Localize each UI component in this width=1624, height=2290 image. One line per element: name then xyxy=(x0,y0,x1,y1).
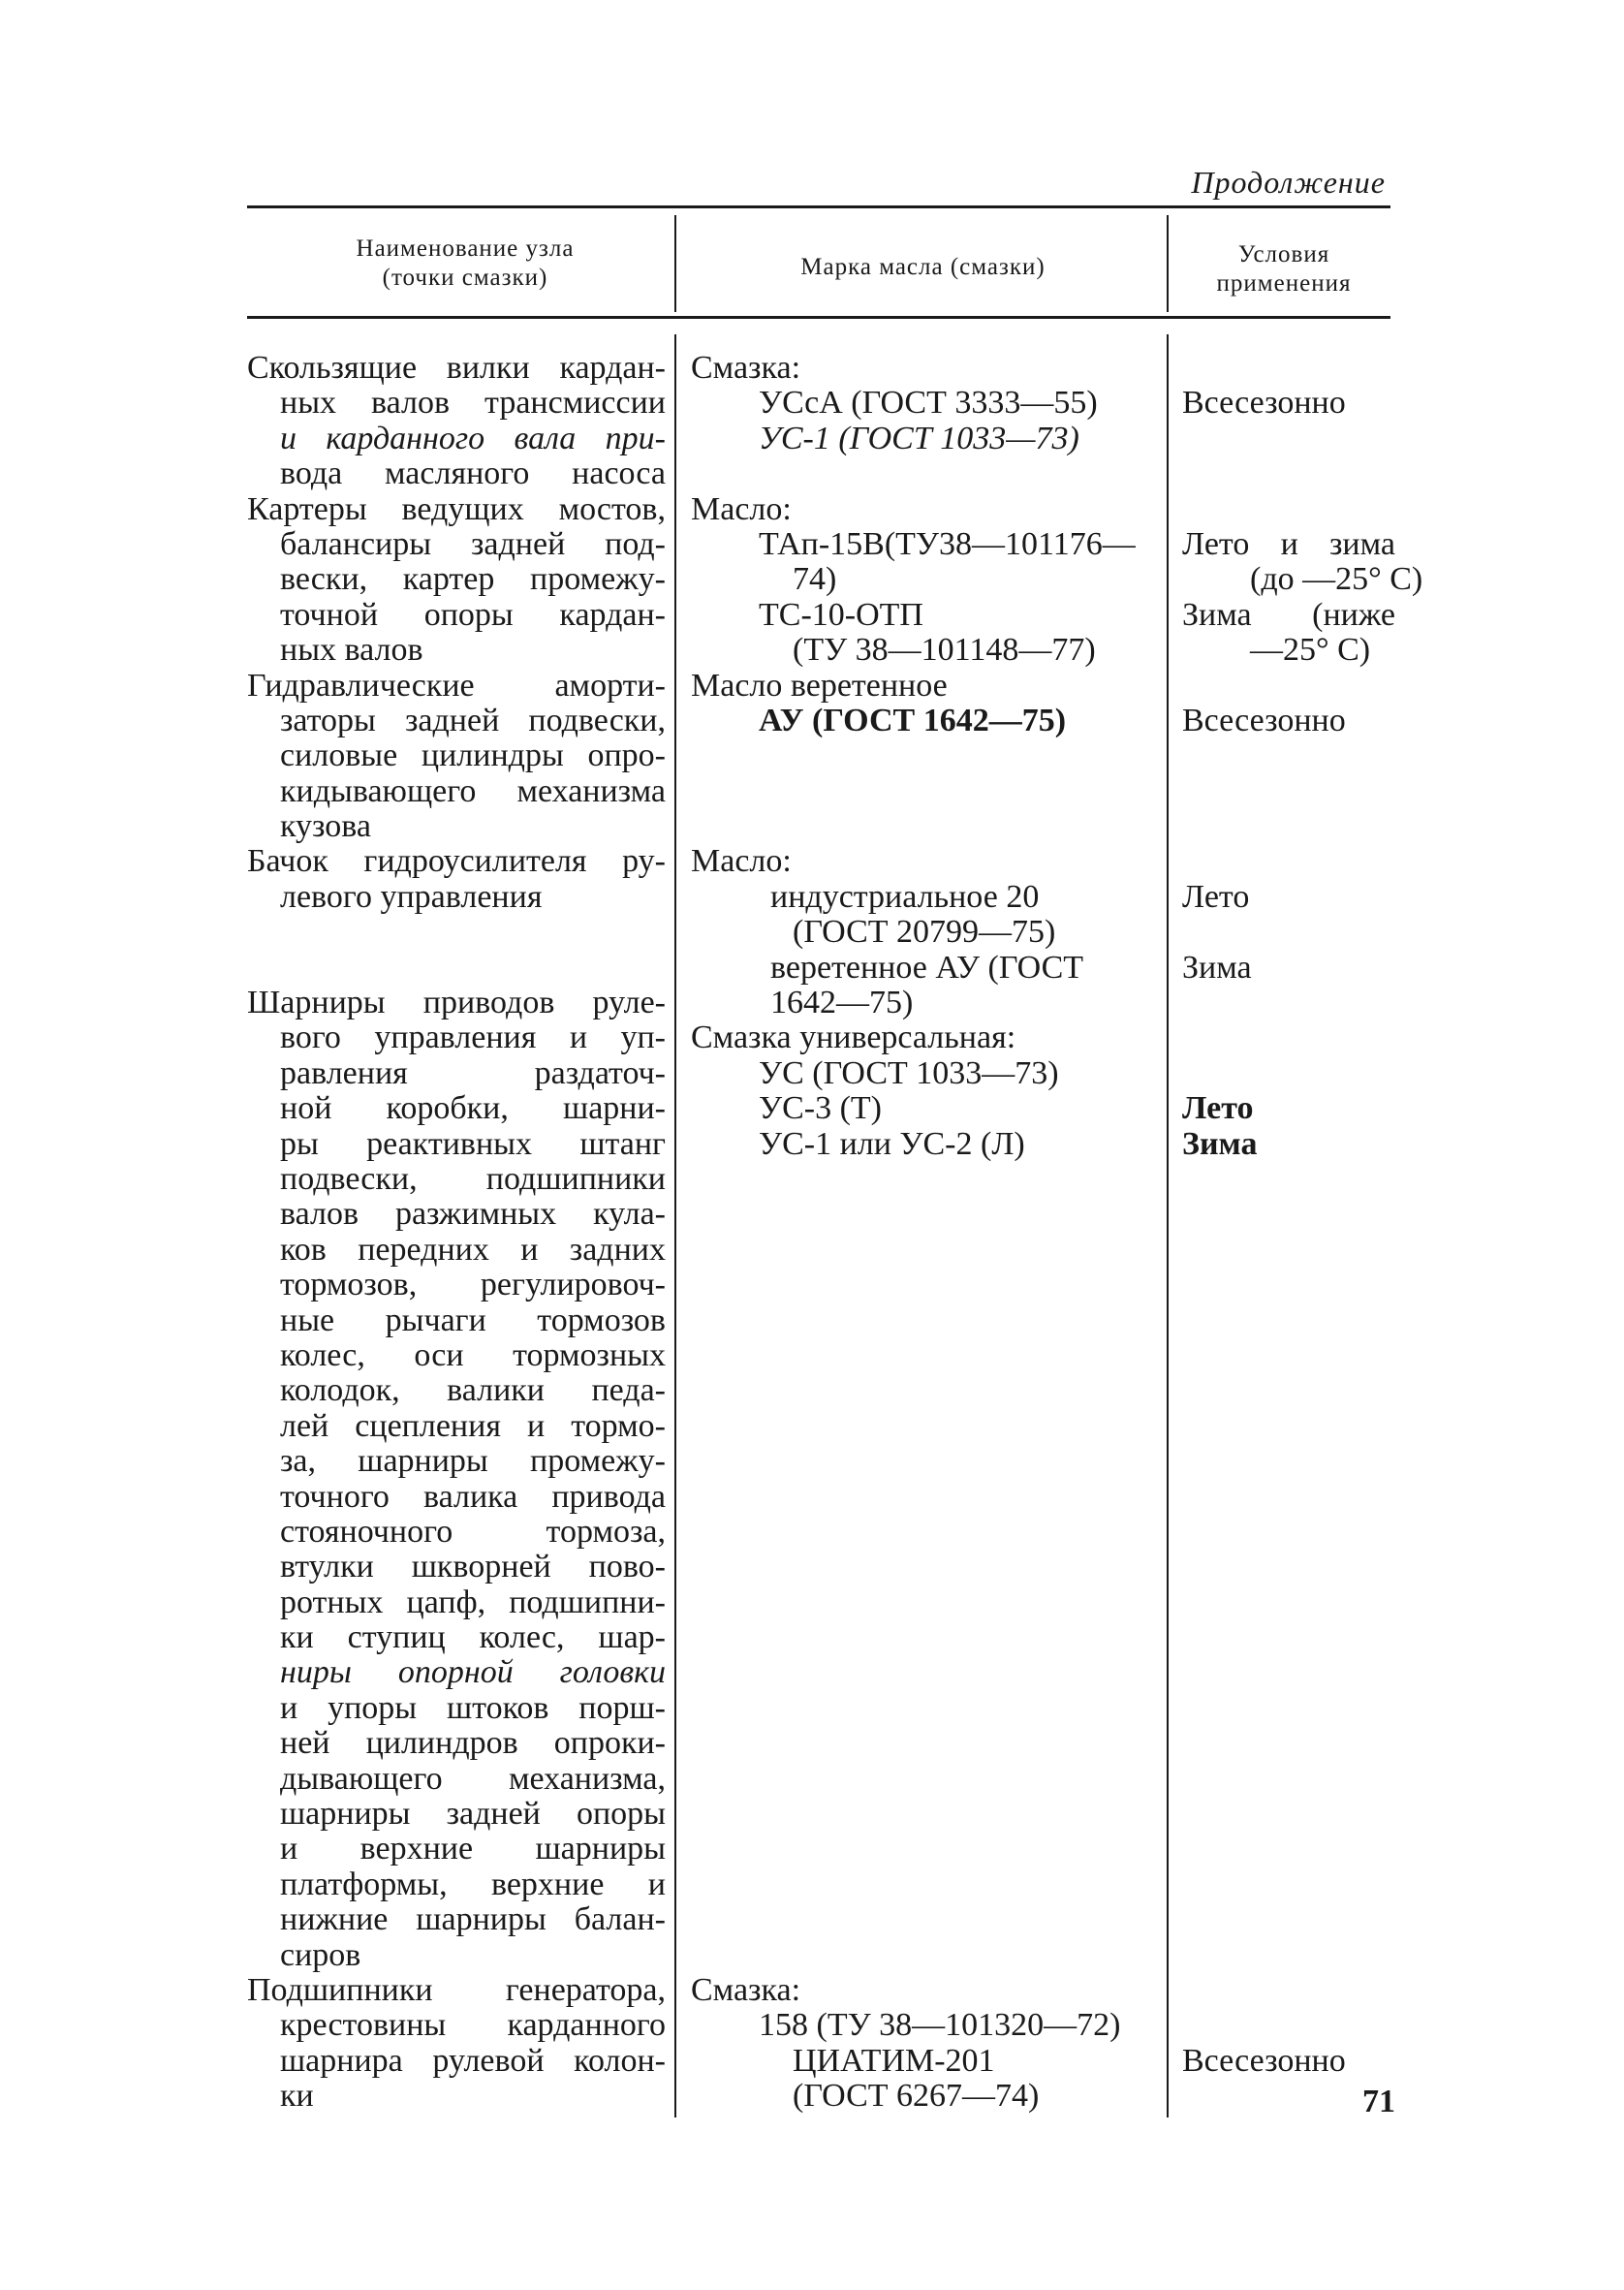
oil-brand-line: УС-1 (ГОСТ 1033—73) xyxy=(759,420,1079,456)
header-col2-line1: Марка масла (смазки) xyxy=(800,254,1046,280)
condition-line: Всесезонно xyxy=(1182,2042,1346,2079)
oil-brand-line: 158 (ТУ 38—101320—72) xyxy=(759,2007,1121,2044)
oil-brand-line xyxy=(691,1938,1156,1973)
oil-brand-line: Смазка: xyxy=(691,1971,801,2008)
oil-brand-line: Масло: xyxy=(691,843,792,880)
condition-line xyxy=(1182,986,1395,1020)
condition-line xyxy=(1182,915,1395,950)
unit-name-line: кузова xyxy=(280,808,371,845)
header-divider-2 xyxy=(1167,215,1169,312)
unit-name-line: заторы задней подвески, xyxy=(280,703,666,738)
unit-name-line: стояночного тормоза, xyxy=(280,1514,666,1550)
column-unit-names xyxy=(247,351,666,2115)
condition-line xyxy=(1182,1620,1395,1655)
condition-line xyxy=(1182,1515,1395,1550)
column-oil-brands xyxy=(691,351,1156,2115)
condition-line xyxy=(1182,1832,1395,1867)
condition-line xyxy=(1182,1550,1395,1584)
condition-line xyxy=(1182,1303,1395,1338)
unit-name-line: ниры опорной головки xyxy=(280,1655,666,1691)
oil-brand-line xyxy=(691,1409,1156,1444)
header-col1 xyxy=(262,235,669,293)
header-col1-line2: (точки смазки) xyxy=(382,265,548,291)
unit-name-line: ной коробки, шарни- xyxy=(280,1091,666,1127)
condition-line: Лето xyxy=(1182,878,1250,915)
oil-brand-line xyxy=(691,1832,1156,1867)
oil-brand-line xyxy=(691,774,1156,809)
unit-name-line: шарнира рулевой колон- xyxy=(280,2043,666,2079)
header-col3-line1: Условия xyxy=(1237,241,1330,267)
condition-line xyxy=(1182,1655,1395,1690)
condition-line xyxy=(1182,1938,1395,1973)
oil-brand-line: УС-3 (Т) xyxy=(759,1090,882,1127)
condition-line xyxy=(1182,492,1395,527)
oil-brand-line: Смазка универсальная: xyxy=(691,1020,1016,1056)
table-top-rule xyxy=(247,205,1390,208)
unit-name-line: ней цилиндров опроки- xyxy=(280,1726,666,1762)
condition-line xyxy=(1182,774,1395,809)
condition-line xyxy=(1182,422,1395,456)
oil-brand-line xyxy=(691,1162,1156,1197)
unit-name-line: равления раздаточ- xyxy=(280,1055,666,1091)
oil-brand-line xyxy=(691,1762,1156,1797)
unit-name-line: сиров xyxy=(280,1936,361,1973)
unit-name-line: вого управления и уп- xyxy=(280,1020,666,1056)
unit-name-line: ные рычаги тормозов xyxy=(280,1302,666,1338)
oil-brand-line: индустриальное 20 xyxy=(770,878,1040,915)
oil-brand-line xyxy=(691,809,1156,844)
oil-brand-line: ТС-10-ОТП xyxy=(759,596,923,633)
condition-line xyxy=(1182,351,1395,386)
oil-brand-line: (ГОСТ 20799—75) xyxy=(793,914,1056,951)
unit-name-line: и упоры штоков порш- xyxy=(280,1690,666,1726)
unit-name-line: Скользящие вилки кардан- xyxy=(247,351,666,386)
condition-line xyxy=(1182,1056,1395,1091)
condition-line xyxy=(1182,1197,1395,1232)
condition-line xyxy=(1182,809,1395,844)
unit-name-line: ных валов трансмиссии xyxy=(280,386,666,422)
continuation-label: Продолжение xyxy=(1191,165,1386,200)
condition-line: (до —25° С) xyxy=(1250,561,1423,598)
oil-brand-line: (ТУ 38—101148—77) xyxy=(793,632,1096,669)
unit-name-line: тормозов, регулировоч- xyxy=(280,1268,666,1303)
unit-name-line: левого управления xyxy=(280,878,543,915)
page-number: 71 xyxy=(1362,2084,1395,2119)
unit-name-line: балансиры задней под- xyxy=(280,526,666,562)
unit-name-line: кидывающего механизма xyxy=(280,773,666,809)
column-divider-2 xyxy=(1167,334,1169,2117)
oil-brand-line: Смазка: xyxy=(691,350,801,386)
header-bottom-rule xyxy=(247,316,1390,319)
header-divider-1 xyxy=(674,215,676,312)
oil-brand-line xyxy=(691,1726,1156,1761)
column-divider-1 xyxy=(674,334,676,2117)
condition-line xyxy=(1182,1973,1395,2008)
condition-line: —25° С) xyxy=(1250,632,1371,669)
oil-brand-line xyxy=(691,1197,1156,1232)
oil-brand-line: УС-1 или УС-2 (Л) xyxy=(759,1125,1025,1162)
oil-brand-line: УС (ГОСТ 1033—73) xyxy=(759,1054,1059,1091)
condition-line xyxy=(1182,1726,1395,1761)
condition-line xyxy=(1182,1409,1395,1444)
unit-name-line: Подшипники генератора, xyxy=(247,1972,666,2008)
condition-line: Зима xyxy=(1182,949,1252,986)
oil-brand-line xyxy=(691,1867,1156,1902)
oil-brand-line xyxy=(691,1691,1156,1726)
condition-line xyxy=(1182,1480,1395,1515)
oil-brand-line xyxy=(691,1373,1156,1408)
unit-name-line: за, шарниры промежу- xyxy=(280,1444,666,1480)
header-col2 xyxy=(683,253,1163,282)
unit-name-line: шарниры задней опоры xyxy=(280,1797,666,1833)
condition-line xyxy=(1182,669,1395,704)
oil-brand-line xyxy=(691,1338,1156,1373)
unit-name-line: и карданного вала при- xyxy=(280,421,666,456)
oil-brand-line: 74) xyxy=(793,561,837,598)
oil-brand-line: Масло: xyxy=(691,490,792,527)
oil-brand-line xyxy=(691,456,1156,491)
oil-brand-line: 1642—75) xyxy=(770,985,914,1021)
unit-name-line: силовые цилиндры опро- xyxy=(280,738,666,774)
unit-name-line: колес, оси тормозных xyxy=(280,1337,666,1373)
oil-brand-line xyxy=(691,1444,1156,1479)
unit-name-line: ротных цапф, подшипни- xyxy=(280,1584,666,1620)
condition-line xyxy=(1182,844,1395,879)
unit-name-line: лей сцепления и тормо- xyxy=(280,1408,666,1444)
unit-name-line: Шарниры приводов руле- xyxy=(247,986,666,1021)
condition-line xyxy=(1182,1338,1395,1373)
condition-line xyxy=(1182,1373,1395,1408)
unit-name-line: ки xyxy=(280,2078,314,2115)
unit-name-line: валов разжимных кула- xyxy=(280,1197,666,1233)
column-conditions xyxy=(1182,351,1423,2115)
oil-brand-line xyxy=(691,738,1156,773)
oil-brand-line: АУ (ГОСТ 1642—75) xyxy=(759,702,1067,738)
oil-brand-line xyxy=(691,1303,1156,1338)
condition-line xyxy=(1182,456,1395,491)
unit-name-line: ных валов xyxy=(280,632,423,669)
unit-name-line: точного валика привода xyxy=(280,1479,666,1515)
unit-name-line: втулки шкворней пово- xyxy=(280,1550,666,1585)
oil-brand-line: ЦИАТИМ-201 xyxy=(793,2042,995,2079)
condition-line xyxy=(1182,1691,1395,1726)
oil-brand-line xyxy=(691,1233,1156,1268)
oil-brand-line xyxy=(691,1480,1156,1515)
oil-brand-line xyxy=(691,1550,1156,1584)
oil-brand-line xyxy=(691,1902,1156,1937)
condition-line: Лето xyxy=(1182,1090,1254,1127)
condition-line xyxy=(1182,738,1395,773)
unit-name-line xyxy=(247,915,666,950)
condition-line xyxy=(1182,1162,1395,1197)
condition-line xyxy=(1182,1797,1395,1832)
unit-name-line: вески, картер промежу- xyxy=(280,562,666,598)
unit-name-line: колодок, валики педа- xyxy=(280,1373,666,1409)
unit-name-line: ки ступиц колес, шар- xyxy=(280,1620,666,1656)
oil-brand-line: Масло веретенное xyxy=(691,667,948,704)
unit-name-line: Бачок гидроусилителя ру- xyxy=(247,844,666,880)
condition-line: Лето и зима xyxy=(1182,526,1395,562)
condition-line xyxy=(1182,1762,1395,1797)
unit-name-line: ры реактивных штанг xyxy=(280,1126,666,1162)
unit-name-line: вода масляного насоса xyxy=(280,456,666,492)
condition-line: Всесезонно xyxy=(1182,385,1346,422)
oil-brand-line xyxy=(691,1620,1156,1655)
condition-line xyxy=(1182,1020,1395,1055)
condition-line xyxy=(1182,1902,1395,1937)
unit-name-line: подвески, подшипники xyxy=(280,1161,666,1197)
unit-name-line: Картеры ведущих мостов, xyxy=(247,491,666,527)
unit-name-line: Гидравлические аморти- xyxy=(247,668,666,704)
oil-brand-line: веретенное АУ (ГОСТ xyxy=(770,949,1084,986)
oil-brand-line xyxy=(691,1585,1156,1620)
condition-line xyxy=(1182,2008,1395,2043)
unit-name-line: крестовины карданного xyxy=(280,2008,666,2044)
condition-line: Зима (ниже xyxy=(1182,597,1395,633)
oil-brand-line xyxy=(691,1268,1156,1302)
unit-name-line: нижние шарниры балан- xyxy=(280,1902,666,1938)
condition-line xyxy=(1182,1268,1395,1302)
oil-brand-line: (ГОСТ 6267—74) xyxy=(793,2078,1040,2115)
oil-brand-line: УСсА (ГОСТ 3333—55) xyxy=(759,385,1098,422)
unit-name-line xyxy=(247,951,666,986)
oil-brand-line xyxy=(691,1515,1156,1550)
unit-name-line: ков передних и задних xyxy=(280,1232,666,1268)
unit-name-line: точной опоры кардан- xyxy=(280,597,666,633)
condition-line: Зима xyxy=(1182,1125,1258,1162)
condition-line xyxy=(1182,1585,1395,1620)
oil-brand-line: ТАп-15В(ТУ38—101176— xyxy=(759,525,1136,562)
condition-line xyxy=(1182,1444,1395,1479)
condition-line xyxy=(1182,1867,1395,1902)
unit-name-line: платформы, верхние и xyxy=(280,1867,666,1902)
header-col3 xyxy=(1172,240,1395,298)
header-col1-line1: Наименование узла xyxy=(356,235,575,262)
condition-line: Всесезонно xyxy=(1182,702,1346,738)
header-col3-line2: применения xyxy=(1216,270,1352,297)
unit-name-line: дывающего механизма, xyxy=(280,1761,666,1797)
oil-brand-line xyxy=(691,1655,1156,1690)
condition-line xyxy=(1182,1233,1395,1268)
unit-name-line: и верхние шарниры xyxy=(280,1832,666,1867)
oil-brand-line xyxy=(691,1797,1156,1832)
